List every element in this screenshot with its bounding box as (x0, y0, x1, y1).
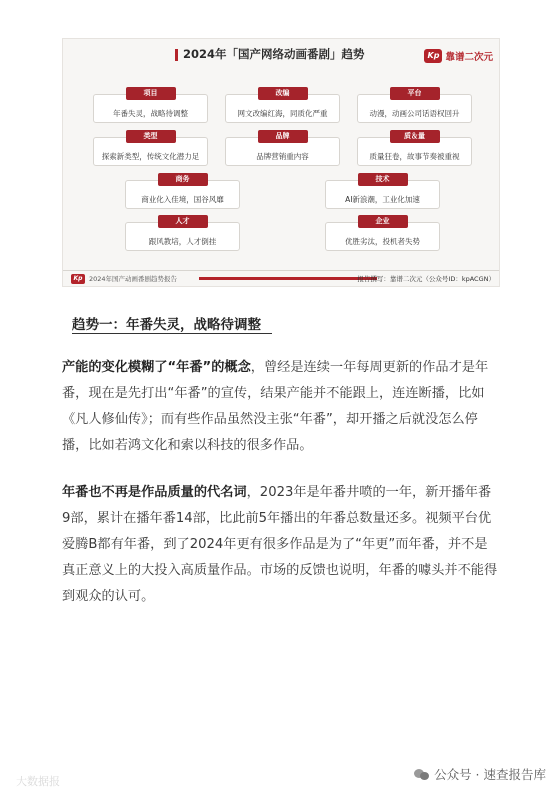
card-text: AI新浪潮，工业化加速 (345, 195, 420, 204)
trend-card-adaptation (225, 87, 340, 123)
footer-accent-bar (199, 277, 377, 280)
infographic-header (63, 39, 500, 67)
faint-watermark: 大数据报 (16, 775, 60, 788)
brand-logo (424, 45, 493, 61)
card-label: 品牌 (258, 130, 308, 143)
paragraph-1-body: ，曾经是连续一年每周更新的作品才是年番，现在是先打出“年番”的宣传，结果产能并不能跟上，连连断播，比如《凡人修仙传》；而有些作品虽然没主张“年番”，却开播之后就没怎么停播，比如若鸿文化和索以科技的很多作品。 (62, 360, 489, 453)
title-accent-bar (175, 49, 178, 61)
paragraph-2 (62, 480, 498, 610)
card-text: 网文改编红海，同质化严重 (237, 109, 328, 118)
wechat-icon (414, 769, 429, 780)
card-label: 类型 (126, 130, 176, 143)
trend-card-quality (357, 130, 472, 166)
card-text: 动漫，动画公司话语权回升 (369, 109, 460, 118)
card-label: 质＆量 (390, 130, 440, 143)
trend-card-technology (325, 173, 440, 209)
card-text: 优胜劣汰，投机者失势 (345, 237, 420, 246)
trend-card-business (125, 173, 240, 209)
heading-underline (72, 333, 272, 334)
card-label: 技术 (358, 173, 408, 186)
card-text: 品牌营销重内容 (256, 152, 309, 161)
card-label: 人才 (158, 215, 208, 228)
card-text: 跟风教培，人才倒挂 (148, 237, 217, 246)
card-label: 项目 (126, 87, 176, 100)
card-text: 年番失灵，战略待调整 (113, 109, 188, 118)
footer-logo-mark: Kp (71, 274, 85, 284)
infographic-footer (63, 270, 500, 286)
trend-card-platform (357, 87, 472, 123)
brand-logo-text: 靠谱二次元 (445, 51, 493, 63)
paragraph-2-lead: 年番也不再是作品质量的代名词 (62, 485, 247, 500)
card-text: 商业化入佳境，国谷风靡 (141, 195, 224, 204)
paragraph-1 (62, 355, 498, 459)
trend-card-brand (225, 130, 340, 166)
wechat-account-watermark (414, 765, 546, 783)
account-name: 公众号 · 速查报告库 (434, 767, 546, 782)
brand-logo-mark: Kp (424, 49, 442, 63)
trend-card-talent (125, 215, 240, 251)
trend-card-project (93, 87, 208, 123)
section-heading: 趋势一：年番失灵，战略待调整 (72, 317, 261, 333)
infographic-title: 2024年「国产网络动画番剧」趋势 (183, 47, 365, 61)
footer-author-credit: 报告撰写：靠谱二次元（公众号ID：kpACGN） (357, 275, 495, 283)
card-label: 平台 (390, 87, 440, 100)
card-text: 探索新类型，传统文化潜力足 (101, 152, 200, 161)
card-label: 改编 (258, 87, 308, 100)
trend-card-enterprise (325, 215, 440, 251)
footer-report-name: 2024年国产动画番剧趋势报告 (89, 275, 178, 283)
card-label: 企业 (358, 215, 408, 228)
trend-infographic (62, 38, 500, 287)
paragraph-1-lead: 产能的变化模糊了“年番”的概念 (62, 360, 251, 375)
card-label: 商务 (158, 173, 208, 186)
card-text: 质量狂卷，故事节奏被重视 (369, 152, 460, 161)
trend-card-genre (93, 130, 208, 166)
paragraph-2-body: ，2023年是年番井喷的一年，新开播年番9部，累计在播年番14部，比此前5年播出的年番总数量还多。视频平台优爱腾B都有年番，到了2024年更有很多作品是为了“年更”而年番，并不是真正意义上的大投入高质量作品。市场的反馈也说明，年番的噱头并不能得到观众的认可。 (62, 485, 498, 604)
